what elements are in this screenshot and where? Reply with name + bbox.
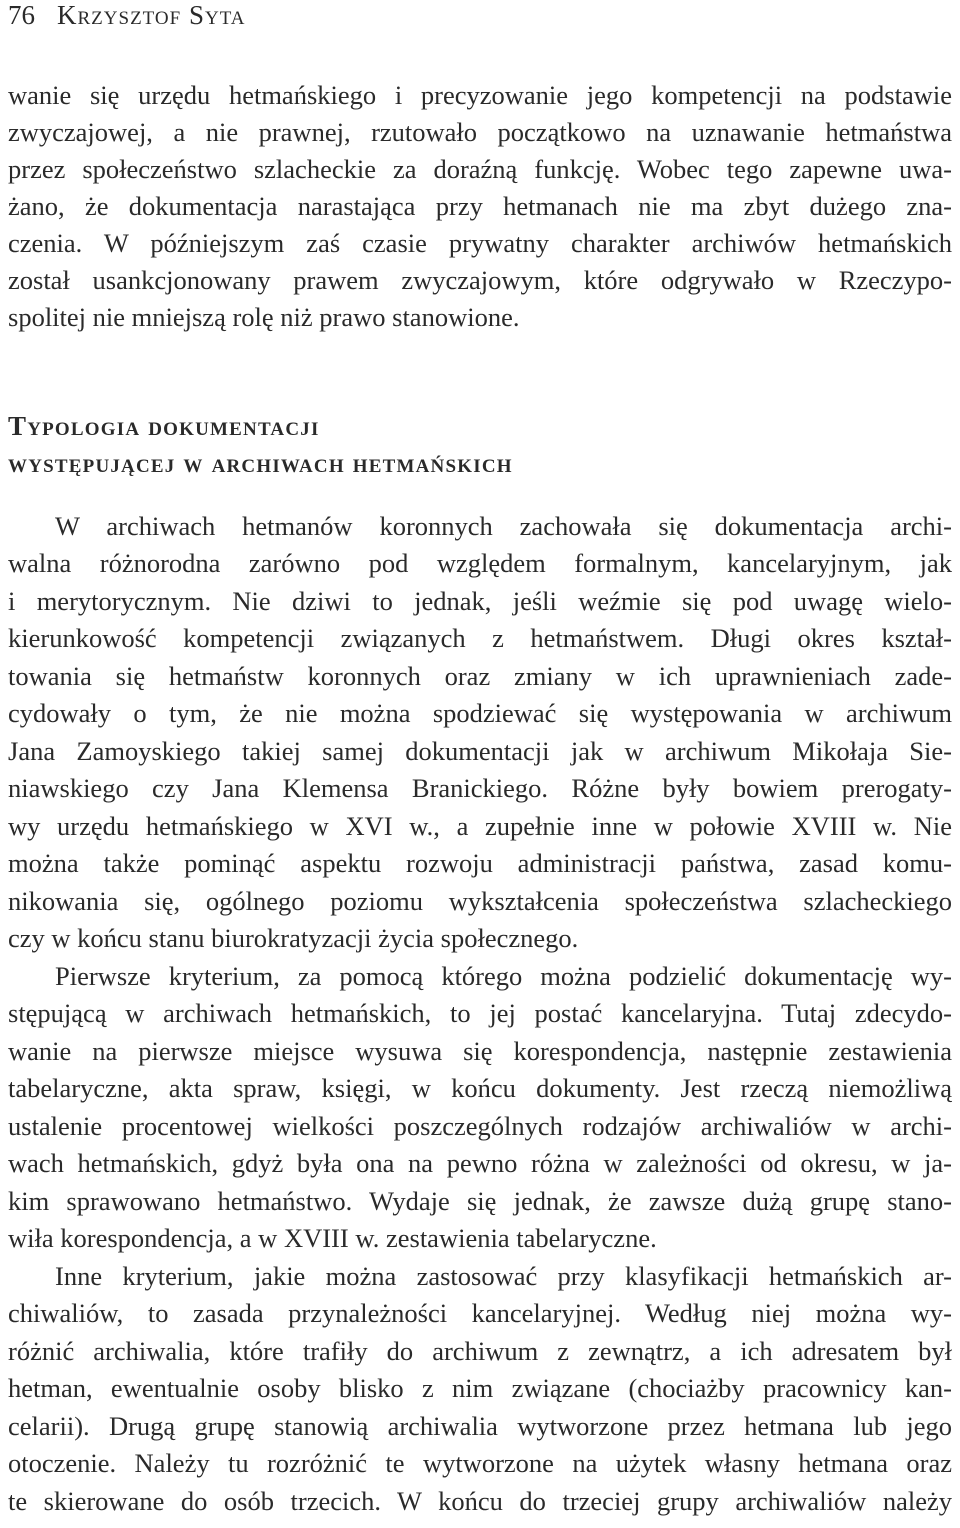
text-line: kierunkowość kompetencji związanych z hetmaństwem. Długi okres kształ- xyxy=(8,623,952,653)
section-heading-line: Typologia dokumentacji xyxy=(8,411,320,441)
text-line: wy urzędu hetmańskiego w XVI w., a zupełnie inne w połowie XVIII w. Nie xyxy=(8,811,952,841)
text-line: hetman, ewentualnie osoby blisko z nim związane (chociażby pracownicy kan- xyxy=(8,1373,952,1403)
text-line: został usankcjonowany prawem zwyczajowym, które odgrywało w Rzeczypo- xyxy=(8,265,952,295)
text-line: wanie na pierwsze miejsce wysuwa się korespondencja, następnie zestawienia xyxy=(8,1036,952,1066)
text-line: kim sprawowano hetmaństwo. Wydaje się jednak, że zawsze dużą grupę stano- xyxy=(8,1186,952,1216)
text-line: Jana Zamoyskiego takiej samej dokumentacji jak w archiwum Mikołaja Sie- xyxy=(8,736,952,766)
text-line: wach hetmańskich, gdyż była ona na pewno różna w zależności od okresu, w ja- xyxy=(8,1148,952,1178)
text-line: Inne kryterium, jakie można zastosować przy klasyfikacji hetmańskich ar- xyxy=(55,1261,952,1291)
text-line: żano, że dokumentacja narastająca przy hetmanach nie ma zbyt dużego zna- xyxy=(8,191,952,221)
text-line: można także pominąć aspektu rozwoju administracji państwa, zasad komu- xyxy=(8,848,952,878)
section-heading-line: występującej w archiwach hetmańskich xyxy=(8,448,513,478)
text-line: walna różnorodna zarówno pod względem formalnym, kancelaryjnym, jak xyxy=(8,548,952,578)
text-line: chiwaliów, to zasada przynależności kancelaryjnej. Według niej można wy- xyxy=(8,1298,952,1328)
text-line: wanie się urzędu hetmańskiego i precyzowanie jego kompetencji na podstawie xyxy=(8,80,952,110)
text-line: nikowania się, ogólnego poziomu wykształcenia społeczeństwa szlacheckiego xyxy=(8,886,952,916)
text-line: niawskiego czy Jana Klemensa Branickiego. Różne były bowiem prerogaty- xyxy=(8,773,952,803)
running-header xyxy=(8,0,246,34)
text-line: różnić archiwalia, które trafiły do archiwum z zewnątrz, a ich adresatem był xyxy=(8,1336,952,1366)
text-line: spolitej nie mniejszą rolę niż prawo stanowione. xyxy=(8,302,520,332)
running-head-author: Krzysztof Syta xyxy=(57,0,246,30)
text-line: te skierowane do osób trzecich. W końcu do trzeciej grupy archiwaliów należy xyxy=(8,1486,952,1516)
text-line: zwyczajowej, a nie prawnej, rzutowało początkowo na uznawanie hetmaństwa xyxy=(8,117,952,147)
text-line: tabelaryczne, akta spraw, księgi, w końcu dokumenty. Jest rzeczą niemożliwą xyxy=(8,1073,952,1103)
text-line: wiła korespondencja, a w XVIII w. zestawienia tabelaryczne. xyxy=(8,1223,657,1253)
text-line: stępującą w archiwach hetmańskich, to jej postać kancelaryjna. Tutaj zdecydo- xyxy=(8,998,952,1028)
text-line: czenia. W późniejszym zaś czasie prywatny charakter archiwów hetmańskich xyxy=(8,228,952,258)
text-line: cydowały o tym, że nie można spodziewać się występowania w archiwum xyxy=(8,698,952,728)
text-line: W archiwach hetmanów koronnych zachowała się dokumentacja archi- xyxy=(55,511,952,541)
text-line: celarii). Drugą grupę stanowią archiwalia wytworzone przez hetmana lub jego xyxy=(8,1411,952,1441)
page-number: 76 xyxy=(8,0,35,30)
text-line: towania się hetmaństw koronnych oraz zmiany w ich uprawnieniach zade- xyxy=(8,661,952,691)
text-line: Pierwsze kryterium, za pomocą którego można podzielić dokumentację wy- xyxy=(55,961,952,991)
text-line: czy w końcu stanu biurokratyzacji życia społecznego. xyxy=(8,923,579,953)
text-line: ustalenie procentowej wielkości poszczególnych rodzajów archiwaliów w archi- xyxy=(8,1111,952,1141)
text-line: otoczenie. Należy tu rozróżnić te wytworzone na użytek własny hetmana oraz xyxy=(8,1448,952,1478)
text-line: i merytorycznym. Nie dziwi to jednak, jeśli weźmie się pod uwagę wielo- xyxy=(8,586,952,616)
text-line: przez społeczeństwo szlacheckie za doraźną funkcję. Wobec tego zapewne uwa- xyxy=(8,154,952,184)
